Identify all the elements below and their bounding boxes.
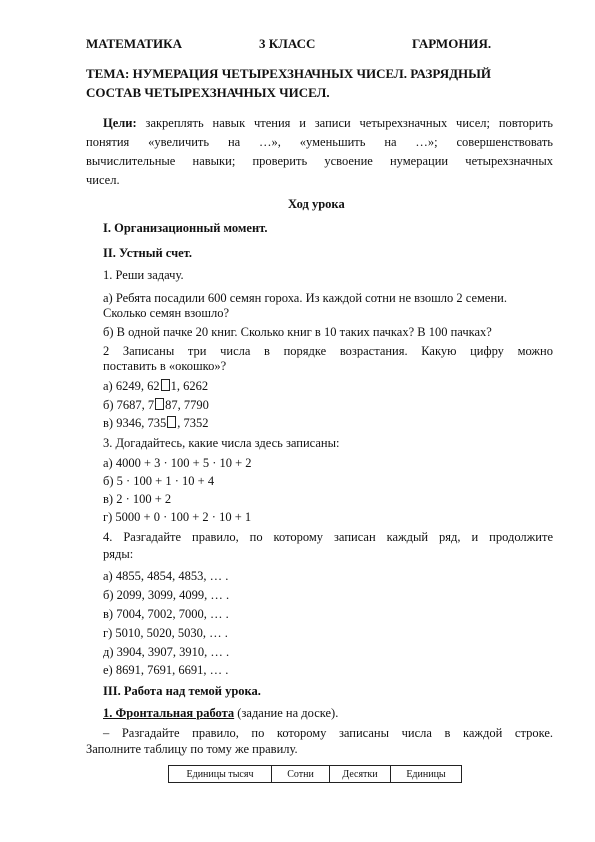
task-2-line-2: поставить в «окошко»? [103,359,227,373]
task-3-d: г) 5000 + 0 · 100 + 2 · 10 + 1 [103,510,252,524]
task-2-c: в) 9346, 735 , 7352 [103,416,209,430]
task-4-row-c: в) 7004, 7002, 7000, … . [103,607,229,621]
task-3-title: 3. Догадайтесь, какие числа здесь записаны: [103,436,340,450]
goals-line-1 [103,116,553,131]
task-1-b: б) В одной пачке 20 книг. Сколько книг в 10 таких пачках? В 100 пачках? [103,325,492,339]
answer-window-box [155,398,164,410]
task-2-b: б) 7687, 7 87, 7790 [103,398,209,412]
table-header-cell: Единицы тысяч [169,766,272,783]
task-4-row-f: е) 8691, 7691, 6691, … . [103,663,229,677]
answer-window-box [167,416,176,428]
goals-text-1: закреплять навык чтения и записи четырехзначных чисел; повторить [145,116,554,130]
task-4-row-e: д) 3904, 3907, 3910, … . [103,645,230,659]
topic-line-2: СОСТАВ ЧЕТЫРЕХЗНАЧНЫХ ЧИСЕЛ. [86,85,330,100]
task-2-line-1: 2 Записаны три числа в порядке возрастания. Какую цифру можно [103,344,553,358]
task-4-row-d: г) 5010, 5020, 5030, … . [103,626,228,640]
work-instruction-line-1: – Разгадайте правило, по которому записаны числа в каждой строке. [103,726,553,740]
topic-line-1: ТЕМА: НУМЕРАЦИЯ ЧЕТЫРЕХЗНАЧНЫХ ЧИСЕЛ. РАЗРЯДНЫЙ [86,66,492,81]
work-label: 1. Фронтальная работа [103,706,235,720]
header-grade: 3 КЛАСС [259,36,316,51]
task-3-a: а) 4000 + 3 · 100 + 5 · 10 + 2 [103,456,252,470]
task-1-a-line-1: а) Ребята посадили 600 семян гороха. Из каждой сотни не взошло 2 семени. [103,291,507,305]
goals-label: Цели: [103,116,137,130]
work-instruction-line-2: Заполните таблицу по тому же правилу. [86,742,298,756]
answer-window-box [161,379,170,391]
task-4-row-a: а) 4855, 4854, 4853, … . [103,569,229,583]
lesson-title: Ход урока [288,197,345,211]
table-header-row [169,766,462,783]
goals-line-3: вычислительные навыки; проверить усвоение нумерации четырехзначных [86,154,553,168]
goals-line-2: понятия «увеличить на …», «уменьшить на …»; совершенствовать [86,135,553,149]
place-value-table [168,765,462,783]
work-note: (задание на доске). [237,706,339,720]
section-1-heading: I. Организационный момент. [103,221,268,235]
task-4-line-1: 4. Разгадайте правило, по которому записан каждый ряд, и продолжите [103,530,553,544]
work-line [103,706,338,721]
header-program: ГАРМОНИЯ. [412,36,492,51]
task-1-a-line-2: Сколько семян взошло? [103,306,230,320]
task-4-line-2: ряды: [103,547,134,561]
task-3-b: б) 5 · 100 + 1 · 10 + 4 [103,474,215,488]
header-subject: МАТЕМАТИКА [86,36,182,51]
goals-line-4: чисел. [86,173,120,187]
task-4-row-b: б) 2099, 3099, 4099, … . [103,588,230,602]
table-header-cell: Единицы [391,766,462,783]
section-3-heading: III. Работа над темой урока. [103,684,261,698]
task-2-a: а) 6249, 62 1, 6262 [103,379,209,393]
task-1-title: 1. Реши задачу. [103,268,184,282]
task-3-c: в) 2 · 100 + 2 [103,492,172,506]
section-2-heading: II. Устный счет. [103,246,193,260]
table-header-cell: Сотни [272,766,330,783]
table-header-cell: Десятки [330,766,391,783]
